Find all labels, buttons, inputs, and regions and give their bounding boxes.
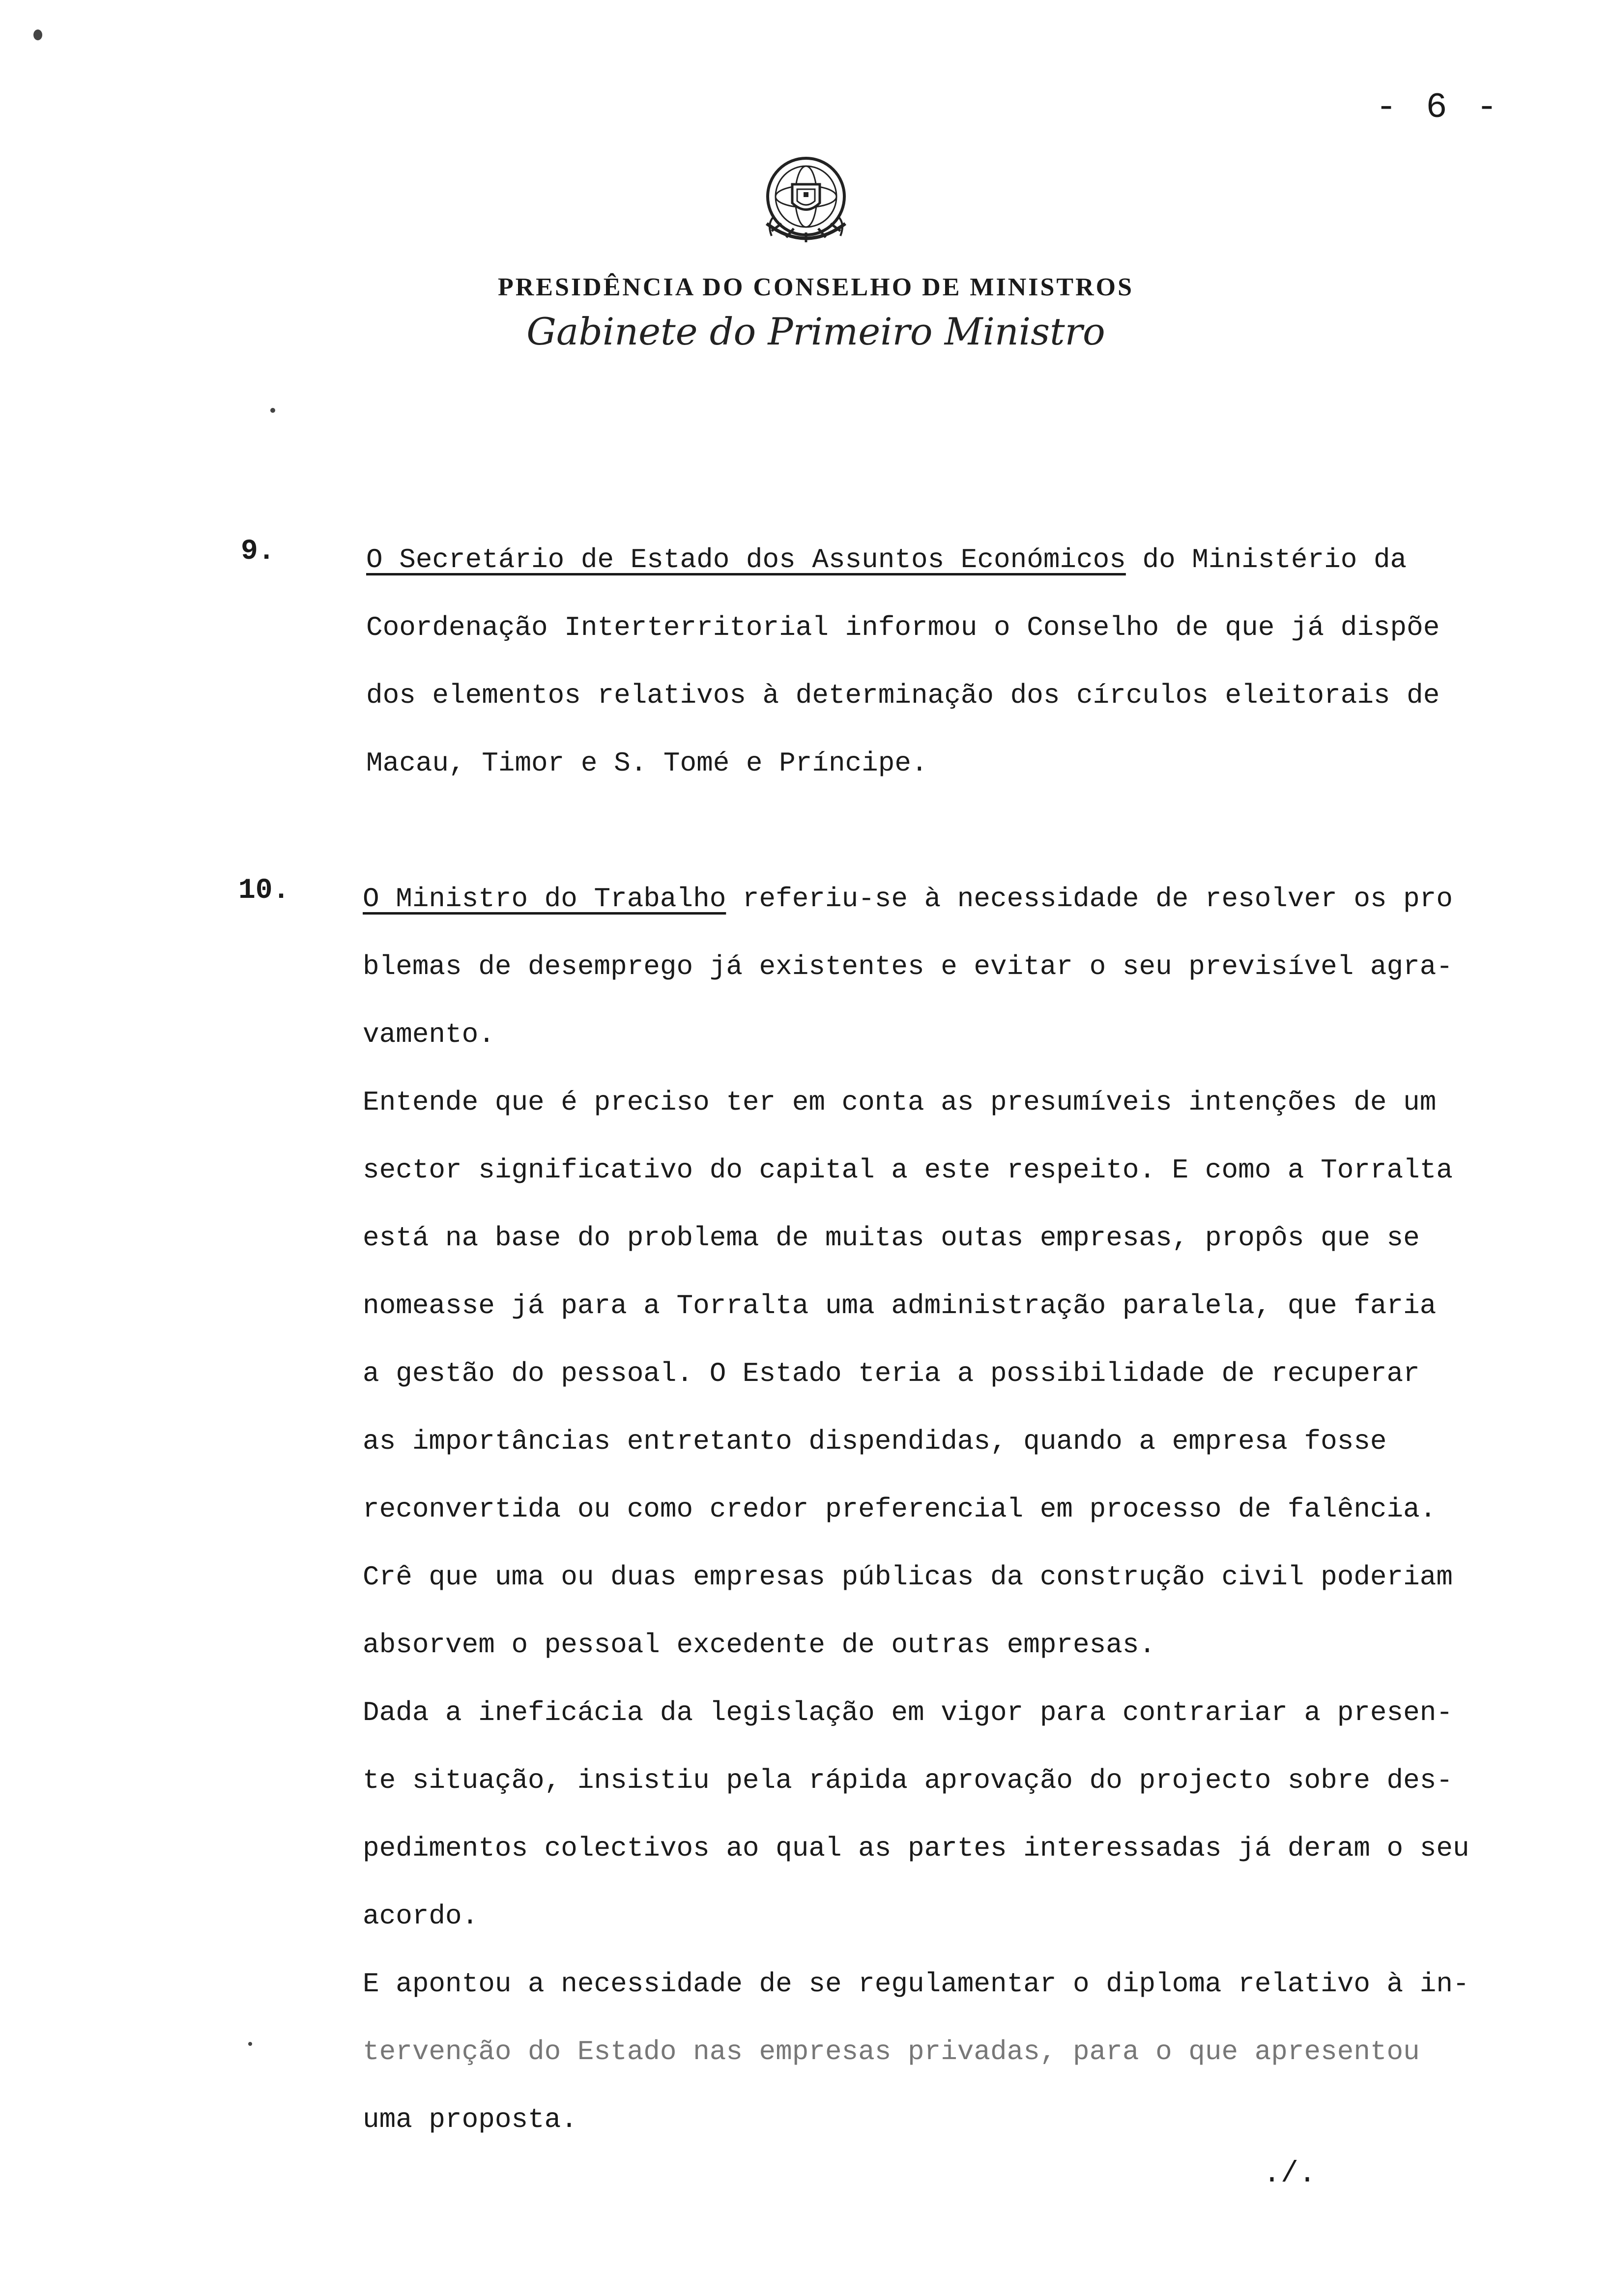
letterhead — [0, 150, 1612, 353]
item-line: reconvertida ou como credor preferencial em processo de falência. — [363, 1493, 1437, 1525]
scan-speck — [33, 29, 42, 40]
item-text — [363, 865, 1542, 2153]
scan-speck — [270, 408, 275, 413]
page-number: - 6 - — [1375, 87, 1501, 128]
item-subject: O Ministro do Trabalho — [363, 883, 726, 915]
item-line: vamento. — [363, 1019, 495, 1050]
item-line: O Secretário de Estado dos Assuntos Económicos do Ministério da — [366, 544, 1407, 575]
item-line: sector significativo do capital a este respeito. E como a Torralta — [363, 1154, 1453, 1186]
item-line: blemas de desemprego já existentes e evitar o seu previsível agra- — [363, 951, 1453, 982]
item-line: acordo. — [363, 1900, 479, 1932]
item-line: Crê que uma ou duas empresas públicas da construção civil poderiam — [363, 1561, 1453, 1593]
item-number: 10. — [238, 875, 290, 907]
item-line: está na base do problema de muitas outas empresas, propôs que se — [363, 1222, 1420, 1254]
item-number: 9. — [241, 536, 275, 568]
coat-of-arms-icon — [752, 150, 860, 258]
item-line: Coordenação Interterritorial informou o Conselho de que já dispõe — [366, 612, 1440, 643]
item-line: E apontou a necessidade de se regulamentar o diploma relativo à in- — [363, 1968, 1469, 2000]
item-line: Entende que é preciso ter em conta as presumíveis intenções de um — [363, 1087, 1437, 1118]
item-text — [366, 526, 1546, 797]
item-line: Macau, Timor e S. Tomé e Príncipe. — [366, 747, 928, 779]
item-subject: O Secretário de Estado dos Assuntos Económicos — [366, 544, 1126, 575]
institution-name: PRESIDÊNCIA DO CONSELHO DE MINISTROS — [497, 273, 1134, 301]
continuation-mark: ./. — [1263, 2157, 1317, 2191]
item-line: uma proposta. — [363, 2104, 577, 2135]
office-name: Gabinete do Primeiro Ministro — [526, 310, 1105, 353]
item-line: absorvem o pessoal excedente de outras empresas. — [363, 1629, 1156, 1661]
scan-speck — [248, 2042, 252, 2046]
item-line: dos elementos relativos à determinação dos círculos eleitorais de — [366, 680, 1440, 711]
item-line: tervenção do Estado nas empresas privadas, para o que apresentou — [363, 2036, 1420, 2067]
item-line: as importâncias entretanto dispendidas, quando a empresa fosse — [363, 1426, 1387, 1457]
item-line: nomeasse já para a Torralta uma administração paralela, que faria — [363, 1290, 1437, 1321]
item-line: pedimentos colectivos ao qual as partes interessadas já deram o seu — [363, 1833, 1469, 1864]
item-line: a gestão do pessoal. O Estado teria a possibilidade de recuperar — [363, 1358, 1420, 1389]
item-line: O Ministro do Trabalho referiu-se à necessidade de resolver os pro — [363, 883, 1453, 915]
item-line: te situação, insistiu pela rápida aprovação do projecto sobre des- — [363, 1765, 1453, 1796]
item-line: Dada a ineficácia da legislação em vigor para contrariar a presen- — [363, 1697, 1453, 1728]
